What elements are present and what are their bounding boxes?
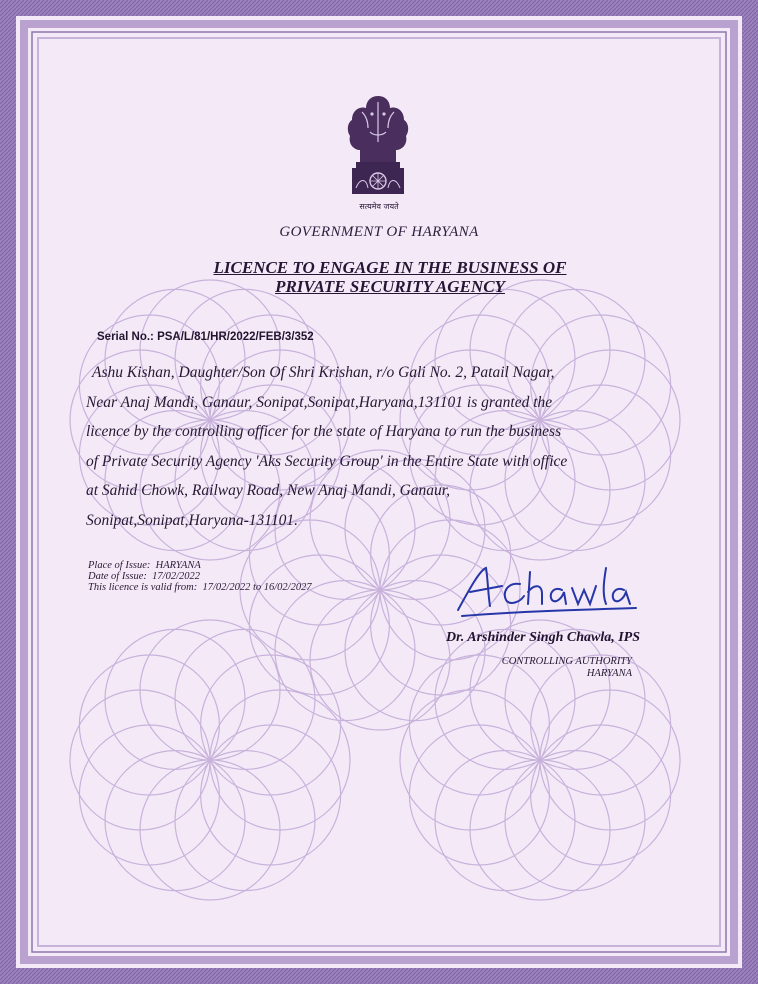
licence-body [86, 358, 696, 535]
place-of-issue: Place of Issue: HARYANA [88, 560, 201, 571]
title-line-2: PRIVATE SECURITY AGENCY [275, 277, 505, 296]
issue-details [88, 560, 312, 593]
designation-line: CONTROLLING AUTHORITY [501, 656, 632, 667]
state-line: HARYANA [586, 668, 632, 679]
national-emblem-icon [338, 92, 418, 216]
serial-value: PSA/L/81/HR/2022/FEB/3/352 [157, 331, 314, 343]
signatory-name: Dr. Arshinder Singh Chawla, IPS [445, 630, 640, 645]
body-line: Ashu Kishan, Daughter/Son Of Shri Krishan, r/o Gali No. 2, Patail Nagar, [92, 364, 555, 381]
validity-period: This licence is valid from: 17/02/2022 to 16/02/2027 [88, 582, 312, 593]
body-line: of Private Security Agency 'Aks Security Group' in the Entire State with office [86, 452, 568, 470]
handwritten-signature [450, 558, 640, 618]
serial-label: Serial No.: [97, 331, 154, 343]
serial-number [97, 331, 314, 343]
body-line: licence by the controlling officer for the state of Haryana to run the business [86, 423, 562, 440]
emblem-motto: सत्यमेव जयते [359, 202, 399, 211]
date-of-issue: Date of Issue: 17/02/2022 [88, 571, 200, 582]
title-line-1: LICENCE TO ENGAGE IN THE BUSINESS OF [213, 258, 567, 277]
body-line: Near Anaj Mandi, Ganaur, Sonipat,Sonipat,Haryana,131101 is granted the [86, 393, 553, 411]
body-line: at Sahid Chowk, Railway Road, New Anaj Mandi, Ganaur, [86, 482, 450, 499]
government-heading: GOVERNMENT OF HARYANA [279, 224, 479, 240]
signatory-designation [420, 656, 632, 680]
licence-title [100, 258, 680, 296]
body-line: Sonipat,Sonipat,Haryana-131101. [86, 511, 298, 529]
